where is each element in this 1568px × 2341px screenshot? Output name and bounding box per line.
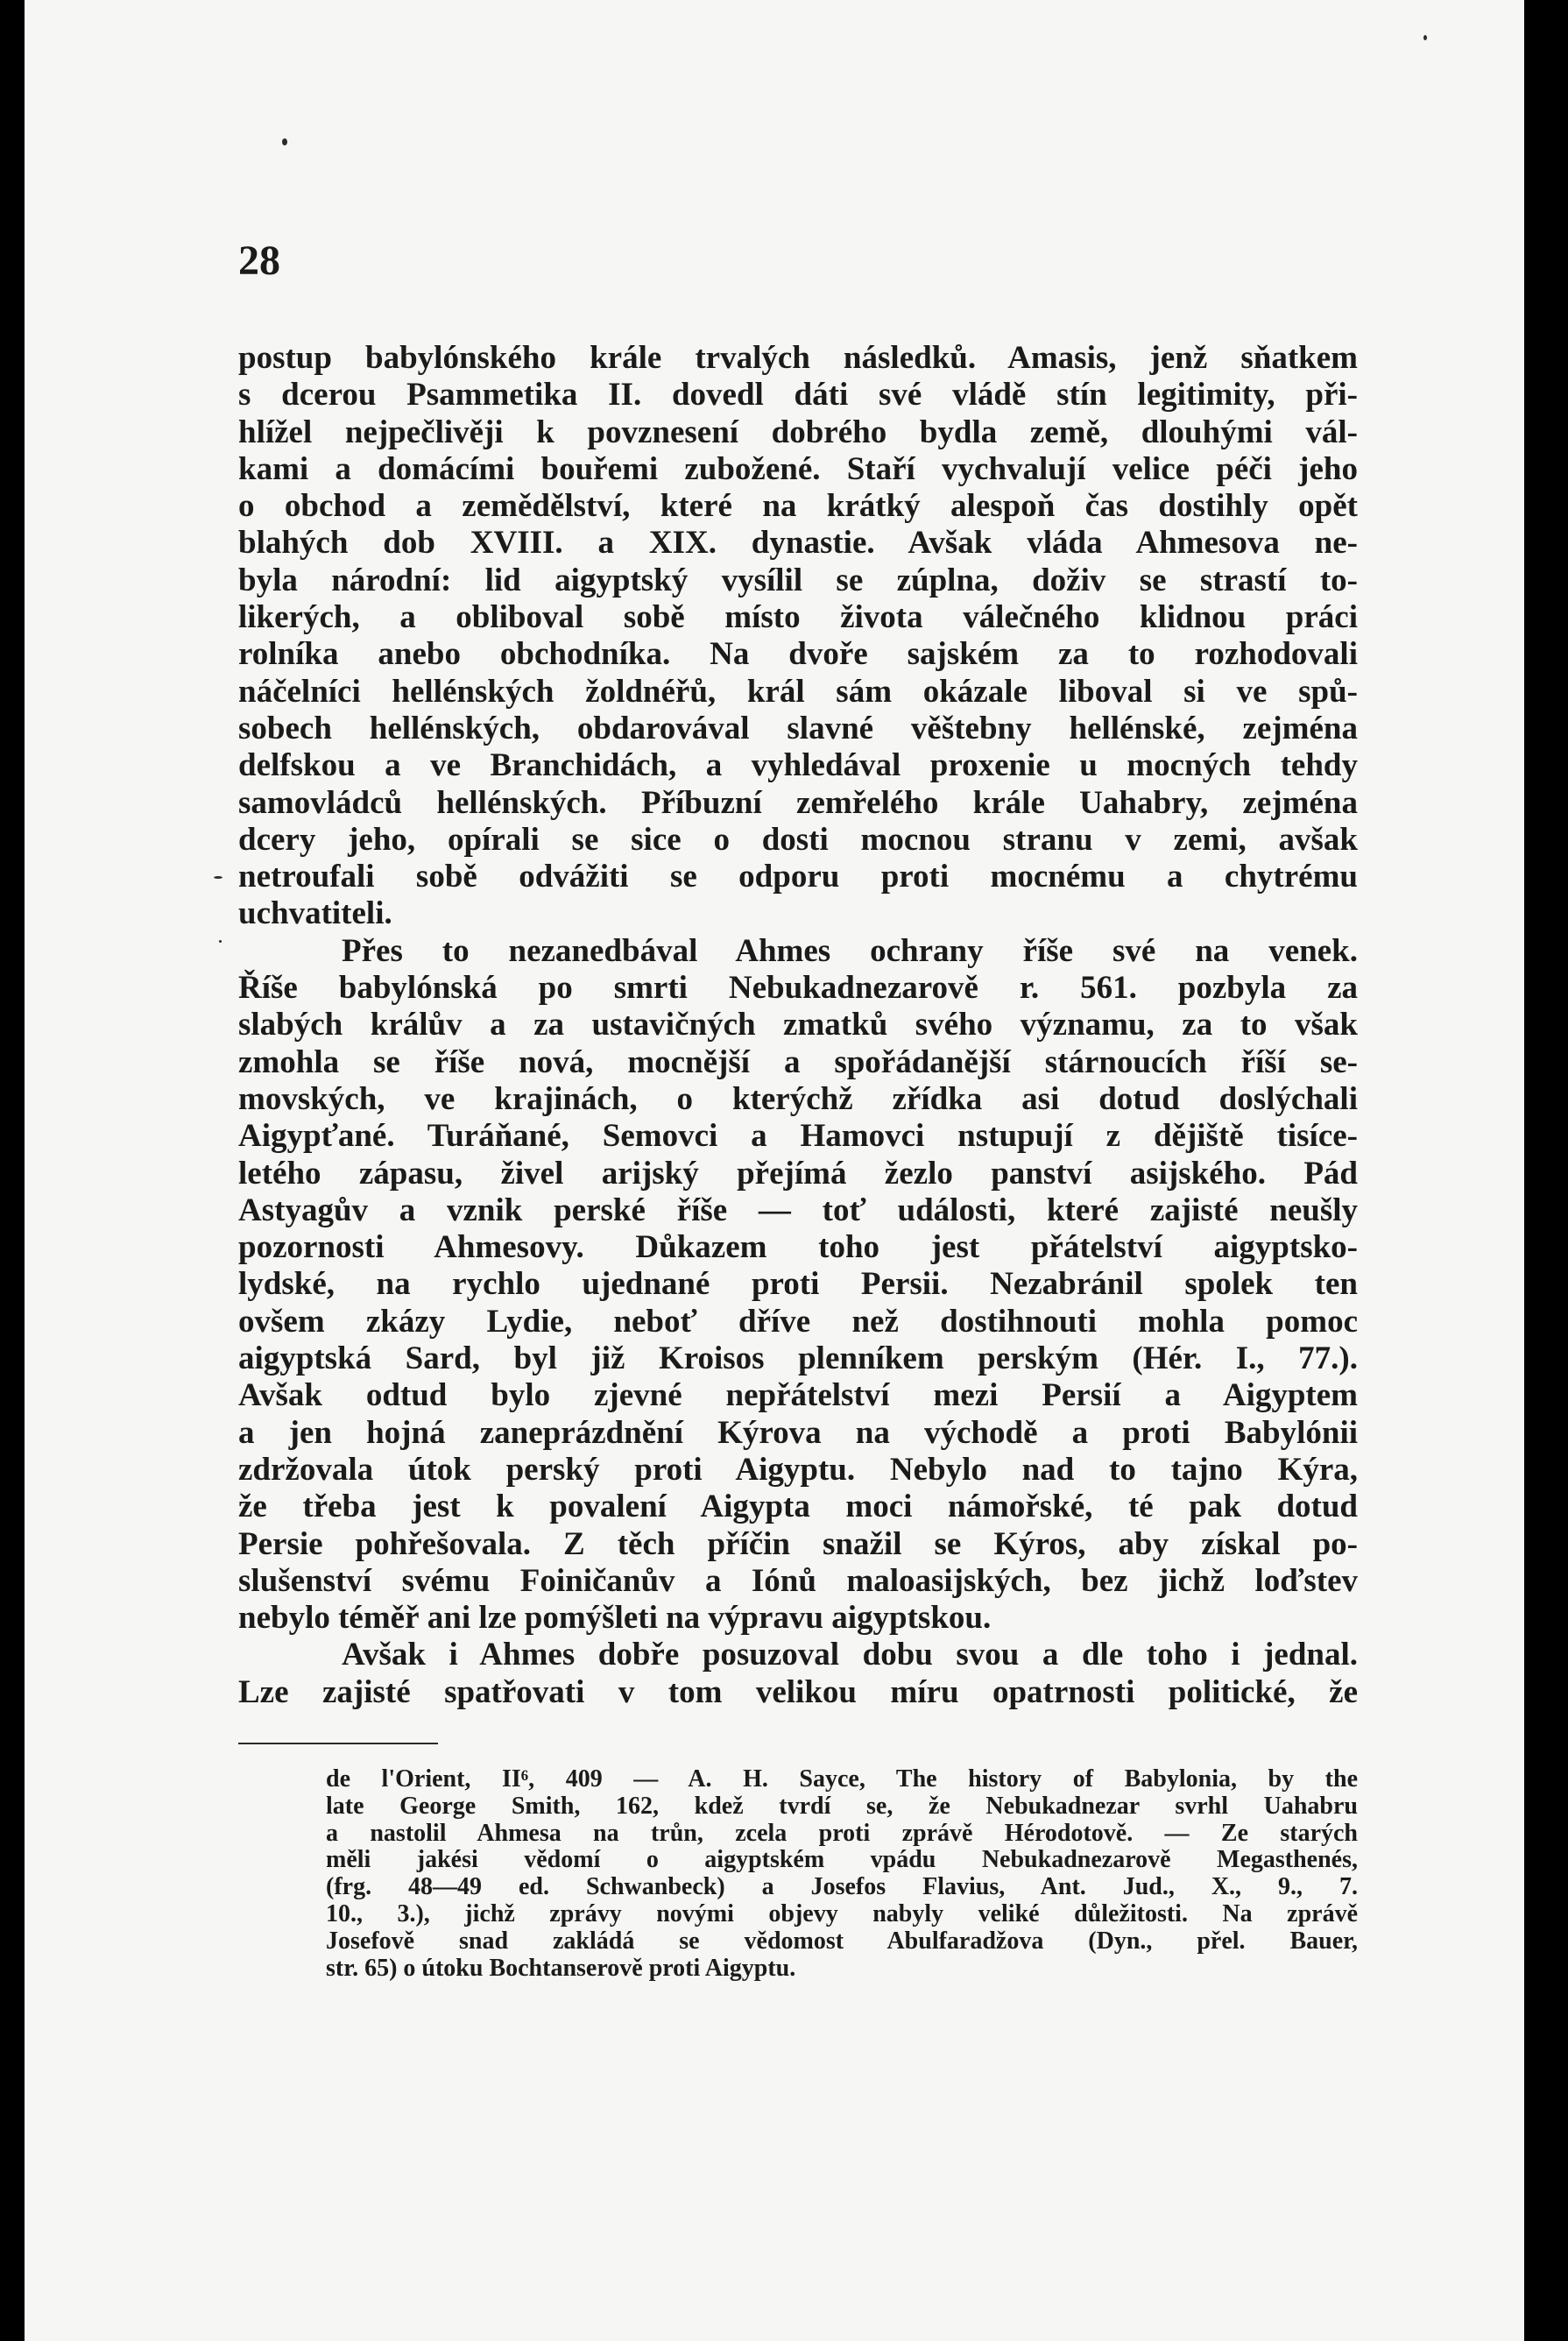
- body-line: delfskou a ve Branchidách, a vyhledával proxenie u mocných tehdy: [238, 747, 1358, 784]
- body-line: hlížel nejpečlivěji k povznesení dobrého bydla země, dlouhými vál-: [238, 414, 1358, 450]
- footnotes: [326, 1766, 1358, 1982]
- footnote-line: late George Smith, 162, kdež tvrdí se, že Nebukadnezar svrhl Uahabru: [326, 1792, 1358, 1820]
- body-line: byla národní: lid aigyptský vysílil se zúplna, doživ se strastí to-: [238, 562, 1358, 598]
- body-line: kami a domácími bouřemi zubožené. Staří vychvalují velice péči jeho: [238, 450, 1358, 487]
- body-line: náčelníci hellénských žoldnéřů, král sám okázale liboval si ve spů-: [238, 673, 1358, 710]
- body-line: dcery jeho, opírali se sice o dosti mocnou stranu v zemi, avšak: [238, 821, 1358, 858]
- body-line: Avšak odtud bylo zjevné nepřátelství mezi Persií a Aigyptem: [238, 1377, 1358, 1414]
- body-line: sobech hellénských, obdarovával slavné věštebny hellénské, zejména: [238, 710, 1358, 746]
- page-number: 28: [238, 237, 280, 284]
- body-line: movských, ve krajinách, o kterýchž zřídka asi dotud doslýchali: [238, 1080, 1358, 1117]
- body-line: aigyptská Sard, byl již Kroisos plenníkem perským (Hér. I., 77.).: [238, 1340, 1358, 1377]
- body-line: zmohla se říše nová, mocnější a spořádanější stárnoucích říší se-: [238, 1043, 1358, 1080]
- body-line: slušenství svému Foiničanův a Iónů maloasijských, bez jichž loďstev: [238, 1562, 1358, 1599]
- footnote-line: Josefově snad zakládá se vědomost Abulfaradžova (Dyn., přel. Bauer,: [326, 1927, 1358, 1955]
- body-line: Astyagův a vznik perské říše — toť události, které zajisté neušly: [238, 1192, 1358, 1228]
- body-line: blahých dob XVIII. a XIX. dynastie. Avšak vláda Ahmesova ne-: [238, 525, 1358, 562]
- body-line: slabých králův a za ustavičných zmatků svého významu, za to však: [238, 1007, 1358, 1043]
- body-line: Říše babylónská po smrti Nebukadnezarově r. 561. pozbyla za: [238, 970, 1358, 1007]
- footnote-divider: [238, 1743, 438, 1744]
- footnote-line: de l'Orient, II⁶, 409 — A. H. Sayce, The history of Babylonia, by the: [326, 1765, 1358, 1793]
- body-line: Přes to nezanedbával Ahmes ochrany říše své na venek.: [342, 932, 1358, 969]
- body-line: a jen hojná zaneprázdnění Kýrova na východě a proti Babylónii: [238, 1414, 1358, 1451]
- body-line: postup babylónského krále trvalých následků. Amasis, jenž sňatkem: [238, 340, 1358, 376]
- body-line: s dcerou Psammetika II. dovedl dáti své vládě stín legitimity, při-: [238, 377, 1358, 414]
- body-line: nebylo téměř ani lze pomýšleti na výpravu aigyptskou.: [238, 1600, 992, 1637]
- print-speck: [214, 876, 222, 879]
- body-line: pozornosti Ahmesovy. Důkazem toho jest přátelství aigyptsko-: [238, 1229, 1358, 1266]
- body-line: samovládců hellénských. Příbuzní zemřelého krále Uahabry, zejména: [238, 784, 1358, 821]
- body-line: lydské, na rychlo ujednané proti Persii. Nezabránil spolek ten: [238, 1266, 1358, 1303]
- body-line: rolníka anebo obchodníka. Na dvoře sajském za to rozhodovali: [238, 636, 1358, 673]
- footnote-line: (frg. 48—49 ed. Schwanbeck) a Josefos Flavius, Ant. Jud., X., 9., 7.: [326, 1873, 1358, 1901]
- body-line: Avšak i Ahmes dobře posuzoval dobu svou a dle toho i jednal.: [342, 1637, 1358, 1673]
- body-line: zdržovala útok perský proti Aigyptu. Nebylo nad to tajno Kýra,: [238, 1451, 1358, 1488]
- body-line: uchvatiteli.: [238, 895, 392, 932]
- body-line: o obchod a zemědělství, které na krátký alespoň čas dostihly opět: [238, 488, 1358, 525]
- print-speck: [1423, 35, 1427, 40]
- body-line: Lze zajisté spatřovati v tom velikou míru opatrnosti politické, že: [238, 1673, 1358, 1710]
- book-page: [25, 0, 1524, 2341]
- footnote-line: měli jakési vědomí o aigyptském vpádu Nebukadnezarově Megasthenés,: [326, 1846, 1358, 1874]
- body-line: ovšem zkázy Lydie, neboť dříve než dostihnouti mohla pomoc: [238, 1303, 1358, 1340]
- body-text: [238, 340, 1358, 1711]
- footnote-line: a nastolil Ahmesa na trůn, zcela proti zprávě Hérodotově. — Ze starých: [326, 1819, 1358, 1847]
- body-line: že třeba jest k povalení Aigypta moci námořské, té pak dotud: [238, 1489, 1358, 1525]
- body-line: netroufali sobě odvážiti se odporu proti mocnému a chytrému: [238, 859, 1358, 895]
- body-line: Persie pohřešovala. Z těch příčin snažil se Kýros, aby získal po-: [238, 1525, 1358, 1562]
- print-speck: [282, 138, 287, 145]
- body-line: letého zápasu, živel arijský přejímá žezlo panství asijského. Pád: [238, 1155, 1358, 1192]
- body-line: likerých, a obliboval sobě místo života válečného klidnou práci: [238, 599, 1358, 636]
- footnote-line: 10., 3.), jichž zprávy novými objevy nabyly veliké důležitosti. Na zprávě: [326, 1899, 1358, 1927]
- body-line: Aigypťané. Turáňané, Semovci a Hamovci nstupují z dějiště tisíce-: [238, 1118, 1358, 1155]
- footnote-line: str. 65) o útoku Bochtanserově proti Aigyptu.: [326, 1954, 796, 1982]
- print-speck: [219, 940, 222, 943]
